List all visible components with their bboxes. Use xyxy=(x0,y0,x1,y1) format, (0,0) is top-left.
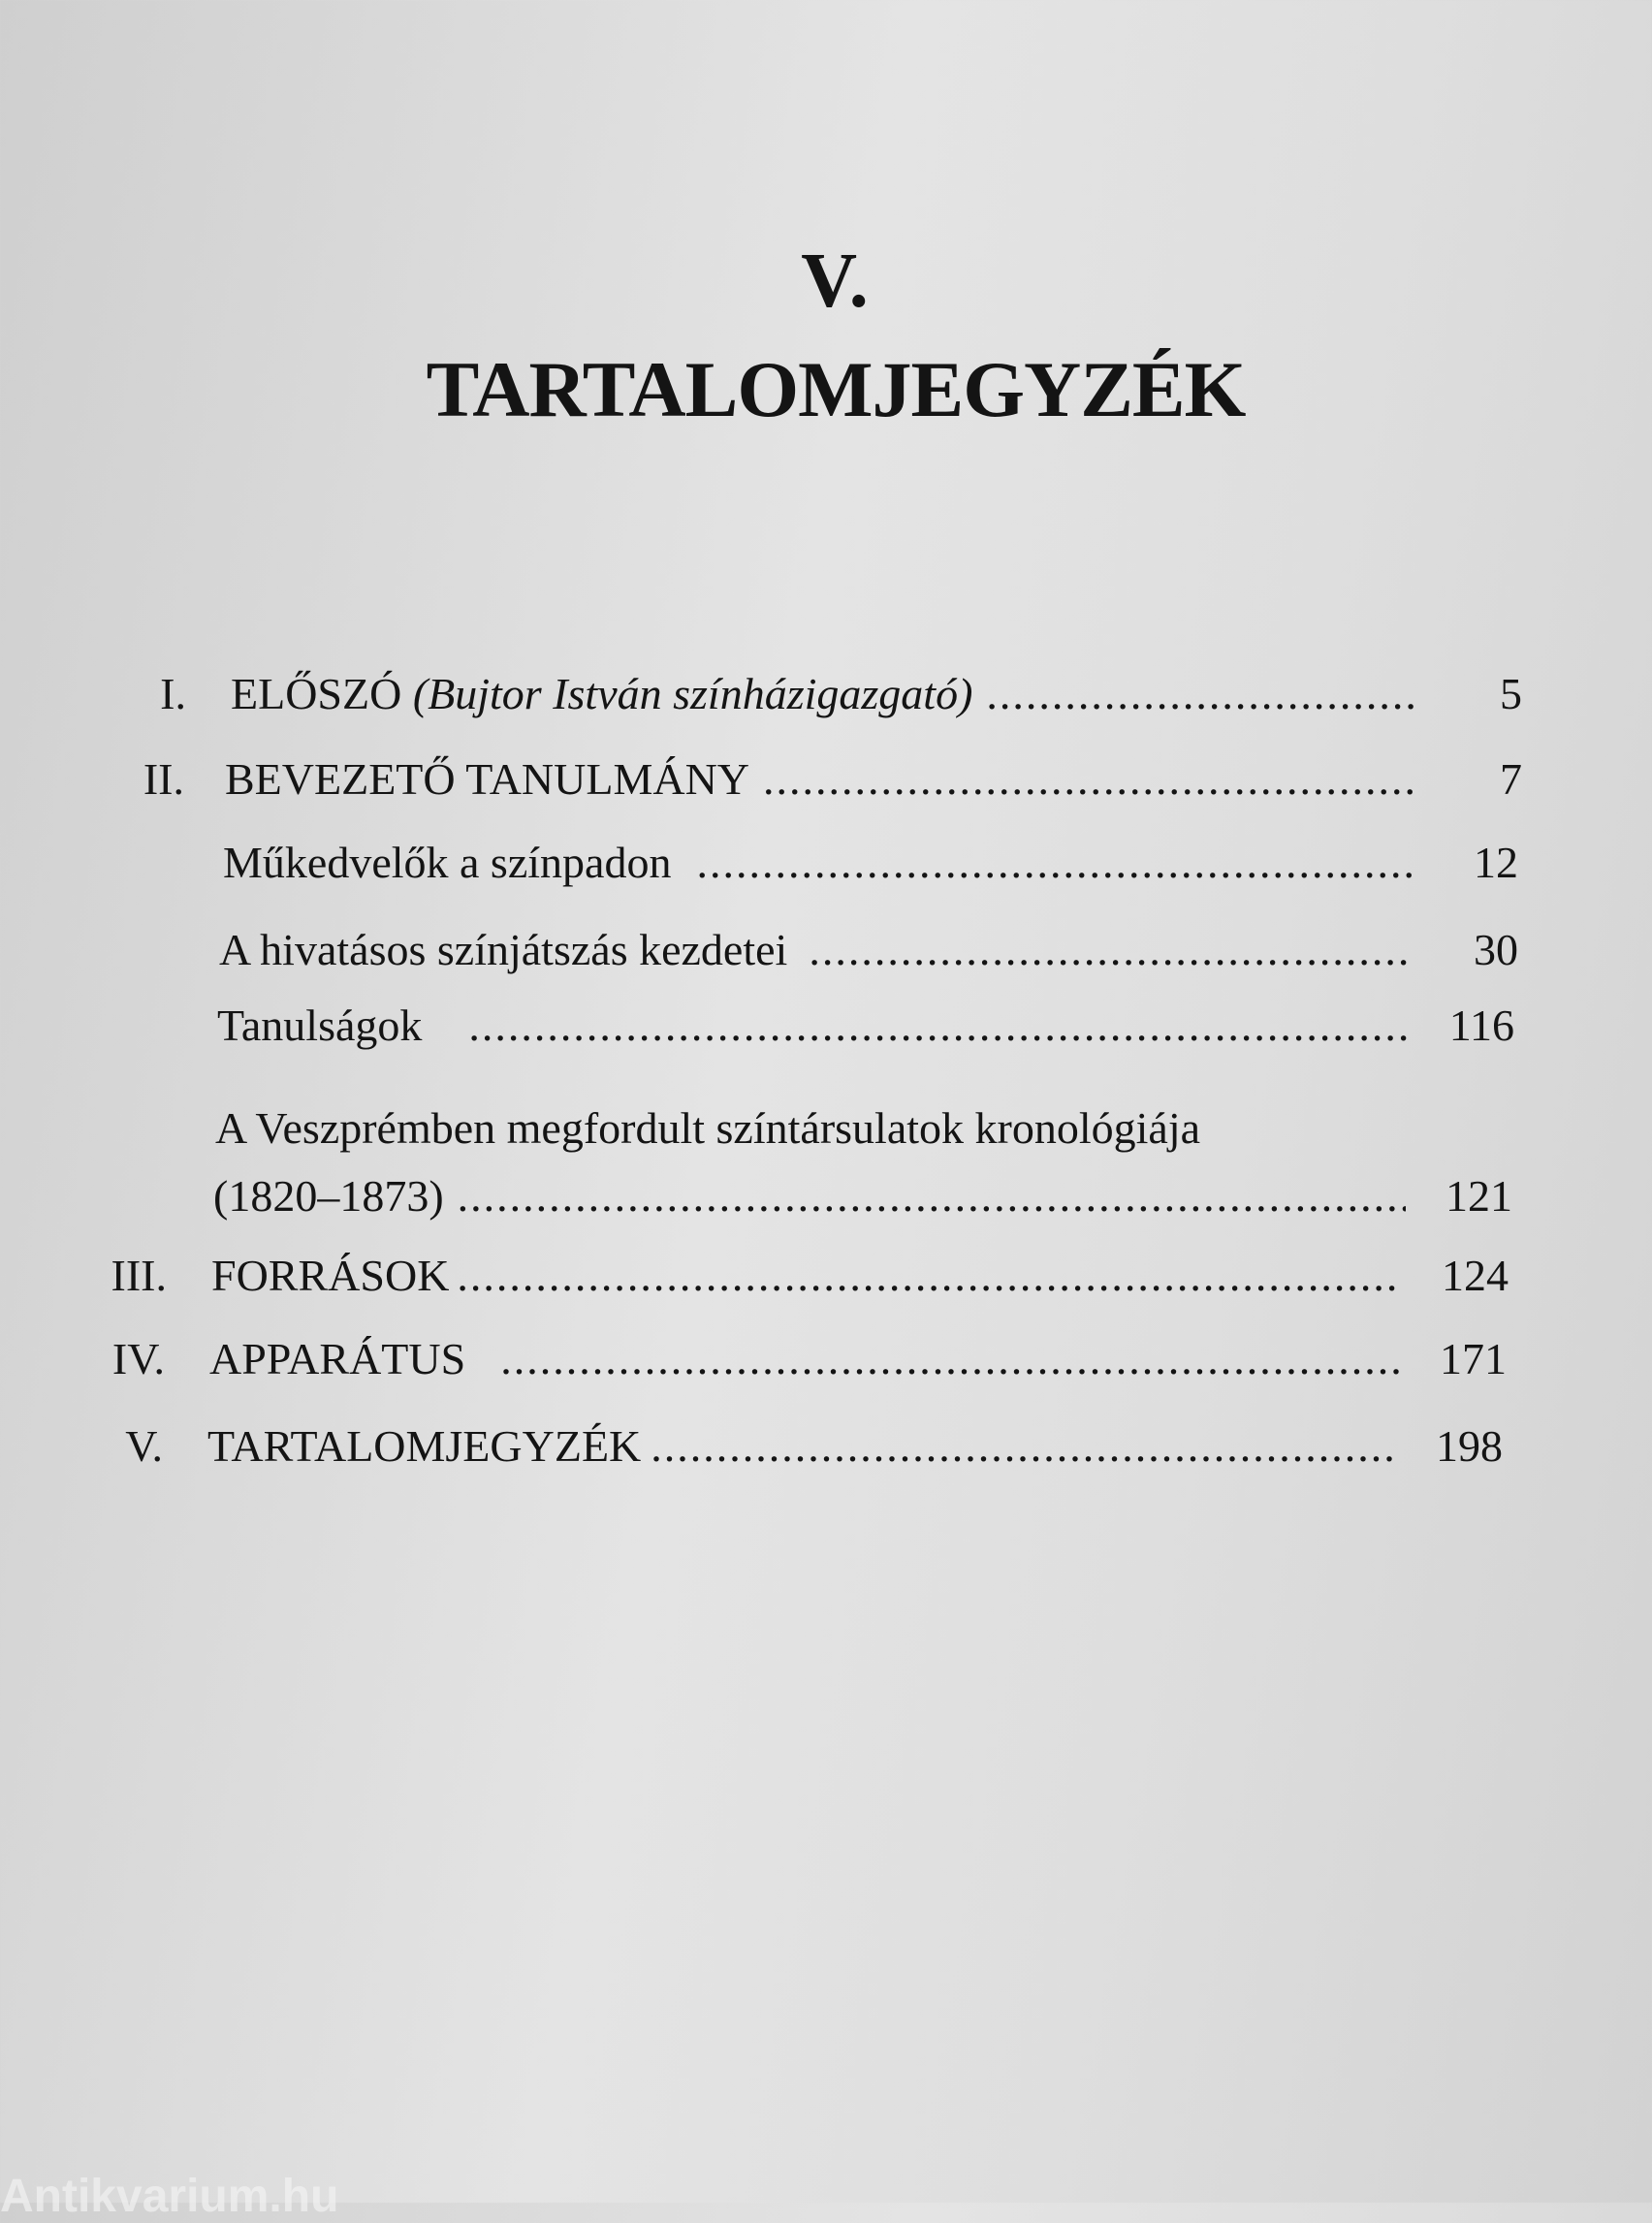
toc-entry-title: APPARÁTUS xyxy=(209,1334,466,1383)
toc-entry-title: ELŐSZÓ xyxy=(231,669,402,718)
toc-entry-page: 198 xyxy=(1436,1421,1503,1471)
toc-entry-title: BEVEZETŐ TANULMÁNY xyxy=(225,754,750,804)
toc-entry-title: FORRÁSOK xyxy=(211,1251,450,1300)
toc-entry-number: V. xyxy=(125,1421,163,1471)
toc-entry-title: A hivatásos színjátszás kezdetei xyxy=(219,925,788,974)
toc-entry xyxy=(223,836,1518,890)
toc-entry-subtitle: (Bujtor István színházigazgató) xyxy=(412,669,973,718)
toc-entry-title: Műkedvelők a színpadon xyxy=(223,838,672,887)
toc-entry-number: II. xyxy=(143,754,184,804)
chapter-title: TARTALOMJEGYZÉK xyxy=(426,345,1246,433)
toc-entry-page: 7 xyxy=(1500,754,1522,804)
toc-entry-page: 5 xyxy=(1500,669,1522,718)
toc-leader-dots xyxy=(986,667,1415,721)
toc-entry-page: 124 xyxy=(1442,1251,1509,1300)
toc-entry-page: 116 xyxy=(1448,1000,1514,1050)
toc-entry xyxy=(145,667,1522,721)
toc-entry-page: 171 xyxy=(1440,1334,1507,1383)
toc-leader-dots xyxy=(457,1249,1402,1303)
toc-leader-dots xyxy=(696,836,1412,890)
toc-entry-title: TARTALOMJEGYZÉK xyxy=(207,1421,642,1471)
toc-entry xyxy=(107,1332,1507,1386)
toc-entry-title: (1820–1873) xyxy=(213,1171,444,1221)
toc-entry xyxy=(120,1419,1503,1474)
toc-entry xyxy=(107,1249,1509,1303)
toc-leader-dots xyxy=(763,752,1415,807)
toc-entry-title: A Veszprémben megfordult színtársulatok kronológiája xyxy=(215,1103,1201,1153)
chapter-number: V. xyxy=(801,238,871,324)
toc-entry xyxy=(215,1101,1514,1156)
toc-entry xyxy=(219,923,1518,977)
toc-leader-dots xyxy=(458,1169,1406,1223)
toc-leader-dots xyxy=(651,1419,1396,1474)
toc-entry-number: IV. xyxy=(111,1334,165,1383)
watermark-text: Antikvarium.hu xyxy=(0,2171,339,2222)
toc-entry-page: 121 xyxy=(1446,1171,1512,1221)
toc-entry-title: Tanulságok xyxy=(217,1000,423,1050)
toc-entry xyxy=(213,1169,1512,1223)
toc-entry-number: I. xyxy=(160,669,186,718)
toc-entry xyxy=(134,752,1522,807)
toc-entry-number: III. xyxy=(111,1251,167,1300)
toc-entry-page: 30 xyxy=(1474,925,1518,974)
toc-entry-page: 12 xyxy=(1474,838,1518,887)
toc-entry xyxy=(217,999,1514,1053)
toc-leader-dots xyxy=(500,1332,1400,1386)
toc-leader-dots xyxy=(468,999,1408,1053)
toc-leader-dots xyxy=(809,923,1412,977)
